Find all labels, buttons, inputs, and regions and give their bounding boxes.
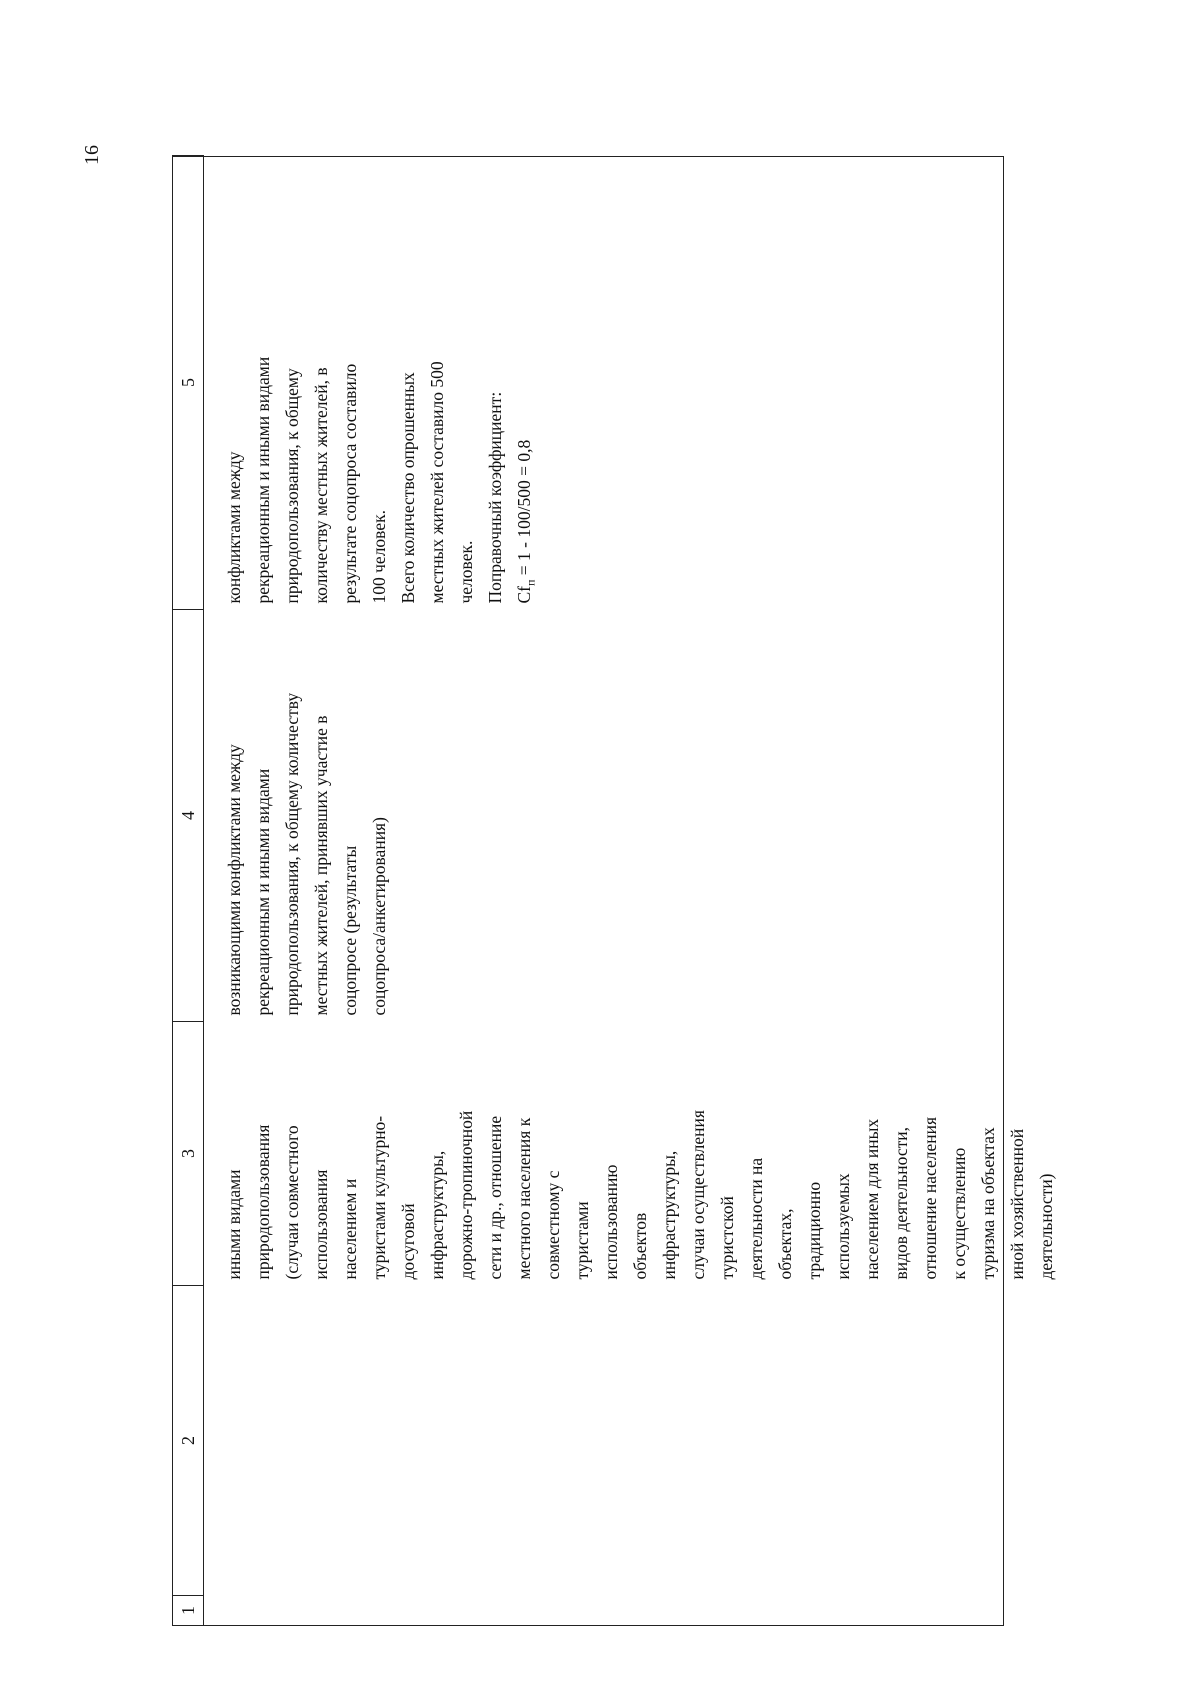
table-row <box>204 156 1062 1626</box>
col3-line: использованию <box>601 1164 621 1280</box>
cell-col-4 <box>204 610 1062 1022</box>
col3-line: деятельности) <box>1036 1173 1056 1280</box>
col5-line: рекреационным и иными видами <box>253 356 273 604</box>
col3-line: туристской <box>717 1196 737 1280</box>
data-table <box>172 155 1061 1626</box>
col3-line: туристами <box>572 1201 592 1280</box>
col3-line: (случаи совместного <box>282 1125 302 1280</box>
col4-line: соцопросе (результаты <box>340 845 360 1016</box>
header-row <box>173 156 204 1626</box>
col3-line: населением для иных <box>862 1118 882 1280</box>
col4-line: местных жителей, принявших участие в <box>311 715 331 1016</box>
col3-line: объектов <box>630 1212 650 1280</box>
col5-text <box>220 162 510 604</box>
cell-col-5 <box>204 156 1062 610</box>
col3-line: сети и др., отношение <box>485 1115 505 1280</box>
col5-line: человек. <box>456 540 476 604</box>
col5-line: природопользования, к общему <box>282 368 302 604</box>
col5-line: результате соцопроса составило <box>340 363 360 604</box>
col5-line: Поправочный коэффициент: <box>485 391 505 604</box>
col5-line: конфликтами между <box>224 451 244 604</box>
col3-line: дорожно-тропиночной <box>456 1110 476 1280</box>
col3-line: деятельности на <box>746 1157 766 1280</box>
cell-col-2 <box>204 1286 1062 1596</box>
col3-line: традиционно <box>804 1181 824 1280</box>
col3-line: туризма на объектах <box>978 1127 998 1280</box>
col3-line: к осуществлению <box>949 1147 969 1280</box>
col3-line: иной хозяйственной <box>1007 1128 1027 1280</box>
header-col-5: 5 <box>173 156 204 610</box>
col3-line: инфраструктуры, <box>659 1150 679 1280</box>
col3-line: иными видами <box>224 1169 244 1280</box>
col3-line: совместному с <box>543 1170 563 1280</box>
col3-line: отношение населения <box>920 1116 940 1280</box>
col4-line: рекреационным и иными видами <box>253 768 273 1016</box>
col3-line: инфраструктуры, <box>427 1150 447 1280</box>
col3-line: использования <box>311 1169 331 1280</box>
col4-line: возникающими конфликтами между <box>224 744 244 1016</box>
header-col-2: 2 <box>173 1286 204 1596</box>
col3-line: объектах, <box>775 1208 795 1280</box>
col5-line: местных жителей составило 500 <box>427 361 447 604</box>
col4-line: соцопроса/анкетирования) <box>369 817 389 1016</box>
col3-line: населением и <box>340 1178 360 1280</box>
rotated-table-wrapper <box>172 156 1056 1626</box>
col5-line: 100 человек. <box>369 510 389 604</box>
col3-line: досуговой <box>398 1203 418 1280</box>
header-col-3: 3 <box>173 1022 204 1286</box>
col3-line: случаи осуществления <box>688 1110 708 1280</box>
page-number: 16 <box>80 145 103 165</box>
cell-col-3 <box>204 1022 1062 1286</box>
header-col-1: 1 <box>173 1596 204 1626</box>
col3-line: видов деятельности, <box>891 1127 911 1280</box>
formula: $Cf_п = 1 - 100/500 = 0,8$ <box>514 439 538 604</box>
col3-line: туристами культурно- <box>369 1115 389 1280</box>
col5-line: Всего количество опрошенных <box>398 372 418 604</box>
col4-line: природопользования, к общему количеству <box>282 692 302 1016</box>
col3-line: используемых <box>833 1173 853 1280</box>
col5-line: количеству местных жителей, в <box>311 367 331 604</box>
header-col-4: 4 <box>173 610 204 1022</box>
cell-col-1 <box>204 1596 1062 1626</box>
col3-line: местного населения к <box>514 1117 534 1280</box>
col3-line: природопользования <box>253 1124 273 1280</box>
